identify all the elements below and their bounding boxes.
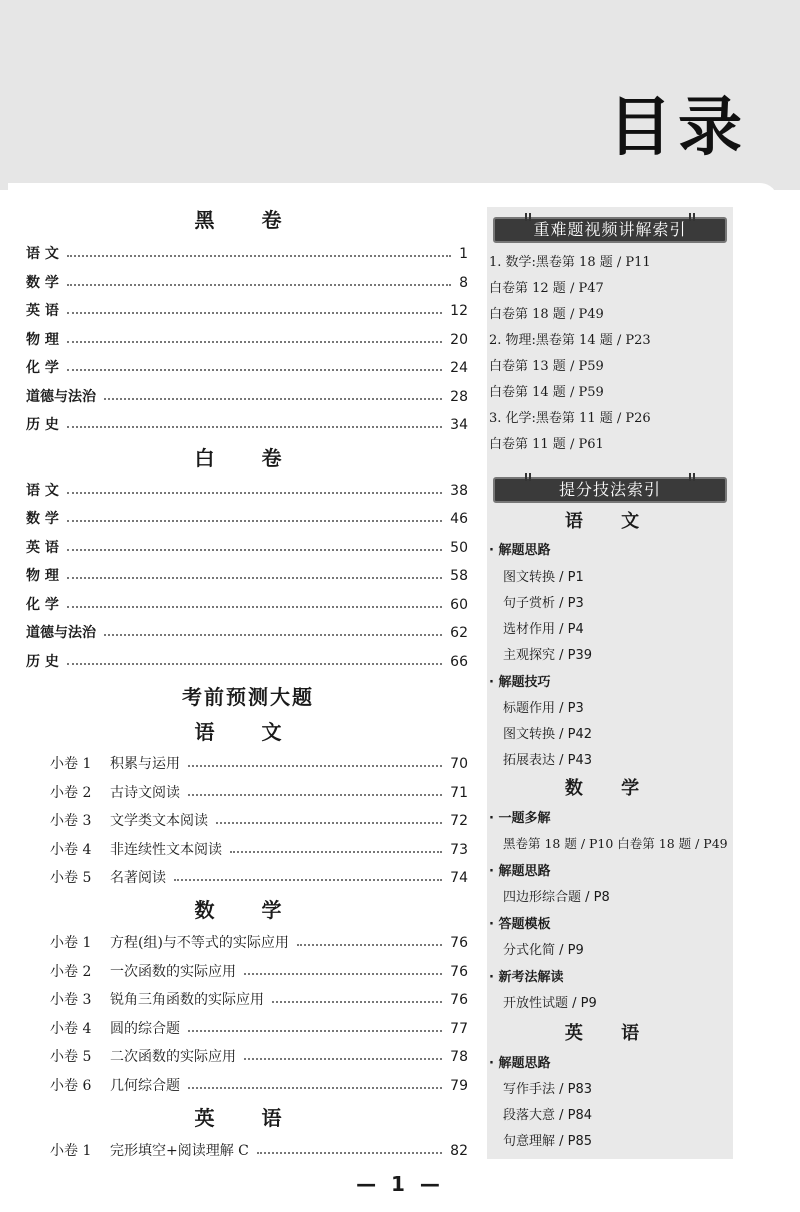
leader-dots [188, 1030, 442, 1032]
toc-page: 62 [450, 625, 468, 641]
video-index-title: 重难题视频讲解索引 [533, 220, 687, 239]
tips-group-title: · 一题多解 [489, 811, 551, 826]
toc-page: 71 [450, 785, 468, 801]
page-number: — 1 — [356, 1172, 444, 1196]
tips-group-title: · 新考法解读 [489, 970, 564, 985]
toc-num: 小卷 4 [50, 842, 92, 858]
tips-item[interactable]: 图文转换 / P42 [503, 727, 593, 742]
toc-row[interactable] [26, 651, 468, 673]
heading-predict-chinese: 语 文 [194, 720, 302, 744]
leader-dots [272, 1001, 442, 1003]
toc-page: 78 [450, 1049, 468, 1065]
toc-label: 道德与法治 [26, 625, 96, 641]
toc-page: 72 [450, 813, 468, 829]
toc-label: 锐角三角函数的实际应用 [110, 992, 264, 1008]
toc-row[interactable] [50, 839, 468, 861]
toc-label: 名著阅读 [110, 870, 166, 886]
heading-white-paper: 白 卷 [194, 446, 302, 470]
toc-label: 方程(组)与不等式的实际应用 [110, 935, 289, 951]
toc-label: 物 理 [26, 332, 59, 348]
leader-dots [104, 634, 442, 636]
video-index-item[interactable]: 白卷第 18 题 / P49 [489, 307, 604, 322]
toc-row[interactable] [50, 753, 468, 775]
binder-pin-icon [525, 213, 531, 221]
toc-num: 小卷 1 [50, 935, 92, 951]
leader-dots [174, 879, 442, 881]
video-index-item[interactable]: 2. 物理:黑卷第 14 题 / P23 [489, 333, 651, 348]
toc-row[interactable] [26, 272, 468, 294]
heading-predict-math: 数 学 [194, 898, 302, 922]
binder-pin-icon [689, 213, 695, 221]
tips-item[interactable]: 段落大意 / P84 [503, 1108, 593, 1123]
leader-dots [216, 822, 442, 824]
leader-dots [67, 492, 442, 494]
toc-page: 58 [450, 568, 468, 584]
toc-page: 70 [450, 756, 468, 772]
heading-predict-english: 英 语 [194, 1106, 302, 1130]
tips-heading-chinese: 语 文 [564, 511, 656, 532]
toc-num: 小卷 2 [50, 964, 92, 980]
video-index-item[interactable]: 白卷第 11 题 / P61 [489, 437, 604, 452]
toc-num: 小卷 4 [50, 1021, 92, 1037]
tips-item[interactable]: 分式化简 / P9 [503, 943, 584, 958]
leader-dots [297, 944, 442, 946]
tips-item[interactable]: 主观探究 / P39 [503, 648, 593, 663]
leader-dots [67, 284, 451, 286]
tips-item[interactable]: 开放性试题 / P9 [503, 996, 597, 1011]
tips-group-title: · 答题模板 [489, 917, 551, 932]
toc-row[interactable] [26, 622, 468, 644]
toc-page: 82 [450, 1143, 468, 1159]
index-sidebar [487, 207, 733, 1159]
leader-dots [230, 851, 442, 853]
toc-page: 79 [450, 1078, 468, 1094]
toc-label: 历 史 [26, 654, 59, 670]
tips-index-title: 提分技法索引 [558, 480, 661, 499]
toc-num: 小卷 3 [50, 992, 92, 1008]
leader-dots [188, 794, 442, 796]
leader-dots [257, 1152, 442, 1154]
toc-page: 28 [450, 389, 468, 405]
toc-label: 英 语 [26, 303, 59, 319]
tips-group-title: · 解题思路 [489, 1056, 551, 1071]
video-index-item[interactable]: 白卷第 14 题 / P59 [489, 385, 604, 400]
video-index-item[interactable]: 白卷第 13 题 / P59 [489, 359, 604, 374]
toc-page: 77 [450, 1021, 468, 1037]
toc-num: 小卷 1 [50, 756, 92, 772]
toc-label: 一次函数的实际应用 [110, 964, 236, 980]
leader-dots [67, 606, 442, 608]
tips-item[interactable]: 拓展表达 / P43 [503, 753, 593, 768]
toc-row[interactable] [50, 1140, 468, 1162]
toc-row[interactable] [50, 1018, 468, 1040]
leader-dots [67, 312, 442, 314]
toc-label: 语 文 [26, 246, 59, 262]
toc-num: 小卷 5 [50, 870, 92, 886]
toc-row[interactable] [50, 932, 468, 954]
toc-row[interactable] [50, 1046, 468, 1068]
leader-dots [67, 341, 442, 343]
tips-item[interactable]: 四边形综合题 / P8 [503, 890, 610, 905]
toc-label: 语 文 [26, 483, 59, 499]
toc-row[interactable] [50, 1075, 468, 1097]
heading-black-paper: 黑 卷 [194, 208, 302, 232]
toc-label: 数 学 [26, 275, 59, 291]
leader-dots [67, 663, 442, 665]
leader-dots [244, 1058, 442, 1060]
toc-page: 76 [450, 935, 468, 951]
toc-label: 非连续性文本阅读 [110, 842, 222, 858]
binder-pin-icon [525, 473, 531, 481]
tips-item[interactable]: 句意理解 / P85 [503, 1134, 593, 1149]
leader-dots [67, 369, 442, 371]
toc-label: 文学类文本阅读 [110, 813, 208, 829]
leader-dots [67, 255, 451, 257]
toc-row[interactable] [26, 386, 468, 408]
toc-label: 积累与运用 [110, 756, 180, 772]
toc-page: 66 [450, 654, 468, 670]
toc-num: 小卷 5 [50, 1049, 92, 1065]
toc-row[interactable] [26, 480, 468, 502]
leader-dots [188, 765, 442, 767]
toc-page: 73 [450, 842, 468, 858]
tips-heading-english: 英 语 [564, 1023, 656, 1044]
toc-page: 38 [450, 483, 468, 499]
toc-page: 8 [459, 275, 468, 291]
video-index-item[interactable]: 3. 化学:黑卷第 11 题 / P26 [489, 411, 651, 426]
toc-num: 小卷 1 [50, 1143, 92, 1159]
toc-row[interactable] [50, 810, 468, 832]
leader-dots [67, 577, 442, 579]
leader-dots [67, 549, 442, 551]
toc-page: 74 [450, 870, 468, 886]
toc-label: 几何综合题 [110, 1078, 180, 1094]
leader-dots [104, 398, 442, 400]
toc-page: 50 [450, 540, 468, 556]
toc-row[interactable] [26, 594, 468, 616]
toc-label: 二次函数的实际应用 [110, 1049, 236, 1065]
toc-row[interactable] [50, 961, 468, 983]
toc-label: 化 学 [26, 597, 59, 613]
toc-row[interactable] [50, 989, 468, 1011]
binder-pin-icon [689, 473, 695, 481]
leader-dots [67, 426, 442, 428]
tips-item[interactable]: 图文转换 / P1 [503, 570, 584, 585]
toc-num: 小卷 3 [50, 813, 92, 829]
toc-page: 1 [459, 246, 468, 262]
leader-dots [244, 973, 442, 975]
toc-num: 小卷 6 [50, 1078, 92, 1094]
toc-label: 道德与法治 [26, 389, 96, 405]
tips-index-banner [493, 477, 727, 503]
leader-dots [188, 1087, 442, 1089]
leader-dots [67, 520, 442, 522]
toc-num: 小卷 2 [50, 785, 92, 801]
toc-label: 英 语 [26, 540, 59, 556]
toc-row[interactable] [26, 300, 468, 322]
toc-label: 完形填空+阅读理解 C [110, 1143, 249, 1159]
toc-page: 24 [450, 360, 468, 376]
tips-heading-math: 数 学 [564, 778, 656, 799]
toc-row[interactable] [26, 243, 468, 265]
tips-group-title: · 解题思路 [489, 864, 551, 879]
tips-item[interactable]: 写作手法 / P83 [503, 1082, 593, 1097]
toc-page: 60 [450, 597, 468, 613]
toc-label: 历 史 [26, 417, 59, 433]
toc-row[interactable] [26, 414, 468, 436]
tips-item[interactable]: 标题作用 / P3 [503, 701, 584, 716]
page-title: 目录 [608, 91, 748, 165]
video-index-banner [493, 217, 727, 243]
heading-predict: 考前预测大题 [182, 685, 314, 709]
toc-page: 34 [450, 417, 468, 433]
toc-label: 物 理 [26, 568, 59, 584]
toc-row[interactable] [26, 537, 468, 559]
tips-group-title: · 解题思路 [489, 543, 551, 558]
toc-page: 20 [450, 332, 468, 348]
toc-page: 76 [450, 992, 468, 1008]
toc-page: 46 [450, 511, 468, 527]
toc-row[interactable] [50, 867, 468, 889]
toc-row[interactable] [26, 329, 468, 351]
tips-item[interactable]: 选材作用 / P4 [503, 622, 584, 637]
toc-page: 12 [450, 303, 468, 319]
toc-row[interactable] [26, 508, 468, 530]
video-index-item[interactable]: 白卷第 12 题 / P47 [489, 281, 604, 296]
toc-page: 76 [450, 964, 468, 980]
tips-group-title: · 解题技巧 [489, 675, 551, 690]
toc-label: 化 学 [26, 360, 59, 376]
toc-row[interactable] [50, 782, 468, 804]
toc-label: 古诗文阅读 [110, 785, 180, 801]
toc-row[interactable] [26, 565, 468, 587]
tips-item[interactable]: 句子赏析 / P3 [503, 596, 584, 611]
video-index-item[interactable]: 1. 数学:黑卷第 18 题 / P11 [489, 255, 651, 270]
toc-label: 圆的综合题 [110, 1021, 180, 1037]
tips-item[interactable]: 黑卷第 18 题 / P10 白卷第 18 题 / P49 [503, 836, 728, 851]
toc-label: 数 学 [26, 511, 59, 527]
toc-row[interactable] [26, 357, 468, 379]
